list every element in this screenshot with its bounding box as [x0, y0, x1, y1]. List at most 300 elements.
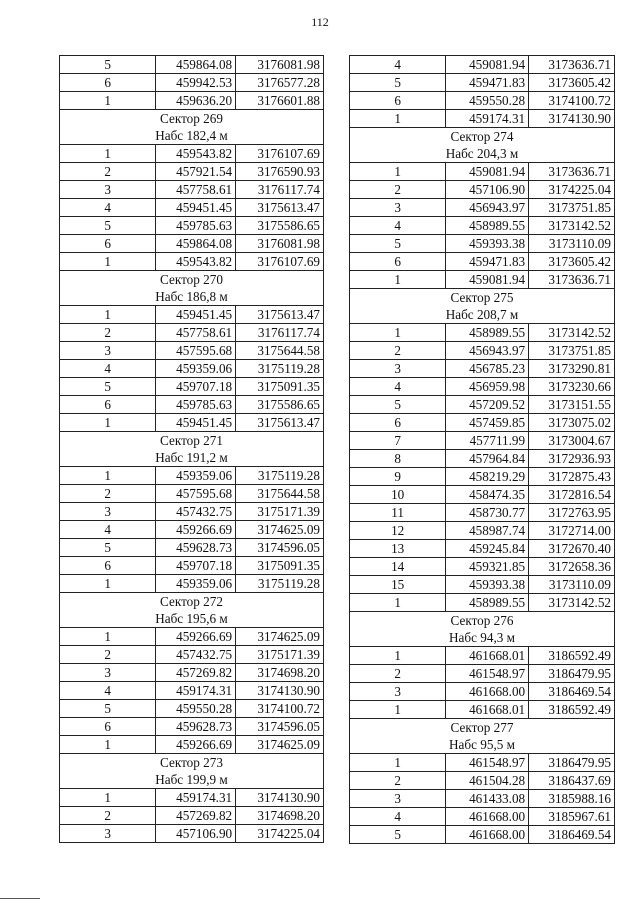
x-coordinate: 459451.45: [156, 414, 236, 432]
y-coordinate: 3175586.65: [236, 396, 324, 414]
table-row: [350, 378, 615, 396]
y-coordinate: 3173751.85: [529, 199, 615, 217]
x-coordinate: 457595.68: [156, 342, 236, 360]
x-coordinate: 457269.82: [156, 664, 236, 682]
y-coordinate: 3175091.35: [236, 378, 324, 396]
y-coordinate: 3172714.00: [529, 522, 615, 540]
y-coordinate: 3176081.98: [236, 235, 324, 253]
point-number: 1: [60, 92, 156, 110]
x-coordinate: 458989.55: [446, 594, 529, 612]
table-row: [350, 56, 615, 74]
x-coordinate: 459321.85: [446, 558, 529, 576]
table-row: [350, 271, 615, 289]
y-coordinate: 3175613.47: [236, 199, 324, 217]
x-coordinate: 459174.31: [446, 110, 529, 128]
x-coordinate: 458987.74: [446, 522, 529, 540]
table-row: [350, 324, 615, 342]
point-number: 5: [350, 826, 446, 844]
point-number: 3: [60, 825, 156, 843]
y-coordinate: 3175171.39: [236, 646, 324, 664]
table-row: [350, 199, 615, 217]
y-coordinate: 3172875.43: [529, 468, 615, 486]
table-row: [350, 558, 615, 576]
y-coordinate: 3174100.72: [236, 700, 324, 718]
point-number: 12: [350, 522, 446, 540]
sector-header-row: [60, 432, 324, 450]
point-number: 3: [350, 199, 446, 217]
sector-height: Набс 199,9 м: [60, 771, 324, 789]
x-coordinate: 459628.73: [156, 539, 236, 557]
y-coordinate: 3173075.02: [529, 414, 615, 432]
y-coordinate: 3175171.39: [236, 503, 324, 521]
coordinates-table-left: [59, 55, 324, 843]
y-coordinate: 3175119.28: [236, 575, 324, 593]
point-number: 6: [60, 718, 156, 736]
x-coordinate: 457106.90: [156, 825, 236, 843]
sector-height: Набс 191,2 м: [60, 449, 324, 467]
point-number: 9: [350, 468, 446, 486]
point-number: 2: [350, 772, 446, 790]
sector-header-row: [350, 612, 615, 630]
x-coordinate: 459543.82: [156, 145, 236, 163]
point-number: 1: [60, 253, 156, 271]
point-number: 5: [350, 235, 446, 253]
y-coordinate: 3186469.54: [529, 683, 615, 701]
y-coordinate: 3174100.72: [529, 92, 615, 110]
sector-height-row: [60, 610, 324, 628]
y-coordinate: 3174130.90: [236, 789, 324, 807]
sector-header-row: [60, 110, 324, 128]
point-number: 10: [350, 486, 446, 504]
x-coordinate: 457432.75: [156, 646, 236, 664]
sector-height-row: [350, 306, 615, 324]
x-coordinate: 457758.61: [156, 181, 236, 199]
table-row: [60, 646, 324, 664]
table-row: [350, 217, 615, 235]
y-coordinate: 3173110.09: [529, 576, 615, 594]
x-coordinate: 459707.18: [156, 378, 236, 396]
x-coordinate: 461548.97: [446, 665, 529, 683]
y-coordinate: 3173751.85: [529, 342, 615, 360]
table-row: [350, 540, 615, 558]
point-number: 1: [60, 467, 156, 485]
table-row: [350, 110, 615, 128]
x-coordinate: 459550.28: [156, 700, 236, 718]
point-number: 14: [350, 558, 446, 576]
x-coordinate: 459864.08: [156, 56, 236, 74]
table-row: [60, 306, 324, 324]
sector-title: Сектор 277: [350, 719, 615, 737]
point-number: 4: [350, 378, 446, 396]
table-row: [60, 145, 324, 163]
table-row: [60, 467, 324, 485]
table-row: [60, 575, 324, 593]
sector-height: Набс 204,3 м: [350, 145, 615, 163]
x-coordinate: 461668.01: [446, 647, 529, 665]
table-row: [350, 826, 615, 844]
x-coordinate: 459359.06: [156, 467, 236, 485]
y-coordinate: 3176577.28: [236, 74, 324, 92]
x-coordinate: 457209.52: [446, 396, 529, 414]
x-coordinate: 459081.94: [446, 271, 529, 289]
point-number: 5: [60, 378, 156, 396]
x-coordinate: 457269.82: [156, 807, 236, 825]
table-row: [350, 450, 615, 468]
point-number: 8: [350, 450, 446, 468]
sector-title: Сектор 274: [350, 128, 615, 146]
table-row: [60, 682, 324, 700]
point-number: 2: [60, 485, 156, 503]
x-coordinate: 459942.53: [156, 74, 236, 92]
y-coordinate: 3172658.36: [529, 558, 615, 576]
x-coordinate: 457432.75: [156, 503, 236, 521]
y-coordinate: 3176117.74: [236, 181, 324, 199]
sector-title: Сектор 270: [60, 271, 324, 289]
point-number: 3: [350, 683, 446, 701]
y-coordinate: 3176107.69: [236, 253, 324, 271]
x-coordinate: 457595.68: [156, 485, 236, 503]
x-coordinate: 459393.38: [446, 235, 529, 253]
point-number: 1: [60, 789, 156, 807]
point-number: 1: [350, 754, 446, 772]
x-coordinate: 461668.00: [446, 683, 529, 701]
y-coordinate: 3172936.93: [529, 450, 615, 468]
sector-header-row: [350, 128, 615, 146]
x-coordinate: 459451.45: [156, 306, 236, 324]
table-row: [350, 468, 615, 486]
x-coordinate: 461433.08: [446, 790, 529, 808]
y-coordinate: 3173004.67: [529, 432, 615, 450]
sector-height: Набс 208,7 м: [350, 306, 615, 324]
x-coordinate: 458989.55: [446, 217, 529, 235]
table-row: [60, 360, 324, 378]
table-row: [350, 486, 615, 504]
point-number: 4: [350, 808, 446, 826]
point-number: 2: [60, 324, 156, 342]
coordinates-table-right: [349, 55, 615, 844]
point-number: 4: [350, 56, 446, 74]
sector-header-row: [60, 271, 324, 289]
sector-title: Сектор 271: [60, 432, 324, 450]
x-coordinate: 459174.31: [156, 682, 236, 700]
sector-height: Набс 95,5 м: [350, 736, 615, 754]
y-coordinate: 3175119.28: [236, 360, 324, 378]
y-coordinate: 3176117.74: [236, 324, 324, 342]
table-row: [60, 253, 324, 271]
table-row: [60, 163, 324, 181]
x-coordinate: 459266.69: [156, 736, 236, 754]
table-row: [60, 700, 324, 718]
y-coordinate: 3175613.47: [236, 306, 324, 324]
table-row: [60, 56, 324, 74]
sector-height-row: [350, 145, 615, 163]
x-coordinate: 459081.94: [446, 163, 529, 181]
table-row: [60, 217, 324, 235]
table-row: [350, 253, 615, 271]
table-row: [350, 92, 615, 110]
y-coordinate: 3174130.90: [236, 682, 324, 700]
table-row: [60, 396, 324, 414]
y-coordinate: 3174625.09: [236, 628, 324, 646]
y-coordinate: 3173142.52: [529, 217, 615, 235]
y-coordinate: 3174596.05: [236, 539, 324, 557]
y-coordinate: 3175586.65: [236, 217, 324, 235]
x-coordinate: 456959.98: [446, 378, 529, 396]
y-coordinate: 3172816.54: [529, 486, 615, 504]
y-coordinate: 3175644.58: [236, 485, 324, 503]
x-coordinate: 459081.94: [446, 56, 529, 74]
sector-height-row: [350, 736, 615, 754]
table-row: [60, 414, 324, 432]
table-row: [60, 539, 324, 557]
sector-header-row: [350, 719, 615, 737]
y-coordinate: 3186479.95: [529, 665, 615, 683]
table-row: [350, 647, 615, 665]
x-coordinate: 457459.85: [446, 414, 529, 432]
sector-height: Набс 186,8 м: [60, 288, 324, 306]
y-coordinate: 3173636.71: [529, 271, 615, 289]
x-coordinate: 458219.29: [446, 468, 529, 486]
y-coordinate: 3175613.47: [236, 414, 324, 432]
y-coordinate: 3174225.04: [236, 825, 324, 843]
y-coordinate: 3173142.52: [529, 324, 615, 342]
x-coordinate: 459451.45: [156, 199, 236, 217]
sector-title: Сектор 276: [350, 612, 615, 630]
x-coordinate: 461668.01: [446, 701, 529, 719]
x-coordinate: 459785.63: [156, 217, 236, 235]
sector-height-row: [60, 771, 324, 789]
point-number: 1: [350, 701, 446, 719]
sector-title: Сектор 272: [60, 593, 324, 611]
y-coordinate: 3173636.71: [529, 56, 615, 74]
x-coordinate: 456943.97: [446, 199, 529, 217]
point-number: 11: [350, 504, 446, 522]
y-coordinate: 3174130.90: [529, 110, 615, 128]
y-coordinate: 3173142.52: [529, 594, 615, 612]
point-number: 1: [350, 594, 446, 612]
table-row: [350, 235, 615, 253]
table-row: [350, 74, 615, 92]
table-row: [350, 360, 615, 378]
y-coordinate: 3172670.40: [529, 540, 615, 558]
table-row: [60, 378, 324, 396]
point-number: 3: [60, 664, 156, 682]
point-number: 1: [60, 575, 156, 593]
point-number: 6: [350, 253, 446, 271]
x-coordinate: 461668.00: [446, 826, 529, 844]
page-number: 112: [311, 15, 329, 29]
table-row: [60, 503, 324, 521]
x-coordinate: 459471.83: [446, 253, 529, 271]
table-row: [60, 718, 324, 736]
point-number: 6: [60, 396, 156, 414]
x-coordinate: 459393.38: [446, 576, 529, 594]
point-number: 13: [350, 540, 446, 558]
point-number: 4: [60, 521, 156, 539]
table-row: [350, 772, 615, 790]
table-row: [60, 521, 324, 539]
sector-height: Набс 195,6 м: [60, 610, 324, 628]
point-number: 4: [60, 199, 156, 217]
y-coordinate: 3174596.05: [236, 718, 324, 736]
y-coordinate: 3173636.71: [529, 163, 615, 181]
table-row: [60, 181, 324, 199]
table-row: [350, 808, 615, 826]
point-number: 15: [350, 576, 446, 594]
y-coordinate: 3174625.09: [236, 521, 324, 539]
x-coordinate: 459628.73: [156, 718, 236, 736]
sector-height-row: [60, 127, 324, 145]
sector-title: Сектор 269: [60, 110, 324, 128]
point-number: 2: [350, 181, 446, 199]
point-number: 1: [350, 271, 446, 289]
y-coordinate: 3176601.88: [236, 92, 324, 110]
table-row: [350, 665, 615, 683]
table-row: [60, 199, 324, 217]
table-row: [350, 754, 615, 772]
x-coordinate: 457106.90: [446, 181, 529, 199]
x-coordinate: 459245.84: [446, 540, 529, 558]
point-number: 5: [60, 539, 156, 557]
table-row: [350, 790, 615, 808]
sector-title: Сектор 273: [60, 754, 324, 772]
x-coordinate: 457921.54: [156, 163, 236, 181]
point-number: 1: [60, 306, 156, 324]
table-row: [350, 522, 615, 540]
y-coordinate: 3174698.20: [236, 807, 324, 825]
table-row: [350, 163, 615, 181]
sector-height: Набс 182,4 м: [60, 127, 324, 145]
sector-header-row: [60, 593, 324, 611]
point-number: 1: [60, 628, 156, 646]
x-coordinate: 456785.23: [446, 360, 529, 378]
x-coordinate: 457758.61: [156, 324, 236, 342]
x-coordinate: 461548.97: [446, 754, 529, 772]
y-coordinate: 3173151.55: [529, 396, 615, 414]
x-coordinate: 459785.63: [156, 396, 236, 414]
point-number: 1: [350, 163, 446, 181]
x-coordinate: 459707.18: [156, 557, 236, 575]
point-number: 5: [350, 74, 446, 92]
y-coordinate: 3173110.09: [529, 235, 615, 253]
y-coordinate: 3174698.20: [236, 664, 324, 682]
point-number: 3: [60, 181, 156, 199]
table-row: [350, 594, 615, 612]
x-coordinate: 459543.82: [156, 253, 236, 271]
sector-height-row: [350, 629, 615, 647]
sector-header-row: [350, 289, 615, 307]
table-row: [60, 825, 324, 843]
table-row: [60, 807, 324, 825]
point-number: 5: [60, 217, 156, 235]
table-row: [60, 664, 324, 682]
y-coordinate: 3175091.35: [236, 557, 324, 575]
x-coordinate: 459550.28: [446, 92, 529, 110]
table-row: [60, 485, 324, 503]
y-coordinate: 3186469.54: [529, 826, 615, 844]
y-coordinate: 3176590.93: [236, 163, 324, 181]
point-number: 6: [350, 414, 446, 432]
y-coordinate: 3175644.58: [236, 342, 324, 360]
x-coordinate: 459636.20: [156, 92, 236, 110]
x-coordinate: 456943.97: [446, 342, 529, 360]
point-number: 1: [60, 145, 156, 163]
table-row: [60, 324, 324, 342]
point-number: 6: [60, 74, 156, 92]
table-row: [350, 414, 615, 432]
table-row: [60, 235, 324, 253]
table-row: [350, 181, 615, 199]
point-number: 6: [60, 557, 156, 575]
point-number: 4: [60, 682, 156, 700]
x-coordinate: 459359.06: [156, 360, 236, 378]
x-coordinate: 461504.28: [446, 772, 529, 790]
point-number: 5: [60, 56, 156, 74]
table-row: [60, 628, 324, 646]
table-row: [350, 683, 615, 701]
footer-rule: [0, 898, 40, 899]
point-number: 1: [350, 110, 446, 128]
x-coordinate: 457711.99: [446, 432, 529, 450]
y-coordinate: 3173605.42: [529, 74, 615, 92]
point-number: 3: [350, 790, 446, 808]
sector-title: Сектор 275: [350, 289, 615, 307]
point-number: 6: [350, 92, 446, 110]
point-number: 3: [60, 342, 156, 360]
table-row: [60, 789, 324, 807]
y-coordinate: 3186479.95: [529, 754, 615, 772]
point-number: 2: [60, 163, 156, 181]
table-row: [350, 396, 615, 414]
y-coordinate: 3172763.95: [529, 504, 615, 522]
x-coordinate: 459471.83: [446, 74, 529, 92]
y-coordinate: 3173230.66: [529, 378, 615, 396]
x-coordinate: 461668.00: [446, 808, 529, 826]
point-number: 1: [60, 414, 156, 432]
table-row: [60, 557, 324, 575]
y-coordinate: 3173605.42: [529, 253, 615, 271]
y-coordinate: 3185988.16: [529, 790, 615, 808]
y-coordinate: 3176081.98: [236, 56, 324, 74]
point-number: 2: [60, 807, 156, 825]
x-coordinate: 459174.31: [156, 789, 236, 807]
y-coordinate: 3185967.61: [529, 808, 615, 826]
point-number: 5: [60, 700, 156, 718]
sector-header-row: [60, 754, 324, 772]
sector-height-row: [60, 449, 324, 467]
point-number: 5: [350, 396, 446, 414]
point-number: 2: [350, 342, 446, 360]
table-row: [60, 342, 324, 360]
x-coordinate: 458989.55: [446, 324, 529, 342]
y-coordinate: 3186592.49: [529, 701, 615, 719]
table-row: [350, 342, 615, 360]
point-number: 6: [60, 235, 156, 253]
x-coordinate: 459266.69: [156, 628, 236, 646]
table-row: [350, 576, 615, 594]
x-coordinate: 459864.08: [156, 235, 236, 253]
point-number: 1: [350, 647, 446, 665]
x-coordinate: 459266.69: [156, 521, 236, 539]
table-row: [350, 504, 615, 522]
point-number: 3: [60, 503, 156, 521]
y-coordinate: 3174225.04: [529, 181, 615, 199]
sector-height-row: [60, 288, 324, 306]
y-coordinate: 3176107.69: [236, 145, 324, 163]
y-coordinate: 3173290.81: [529, 360, 615, 378]
table-row: [350, 432, 615, 450]
table-row: [350, 701, 615, 719]
